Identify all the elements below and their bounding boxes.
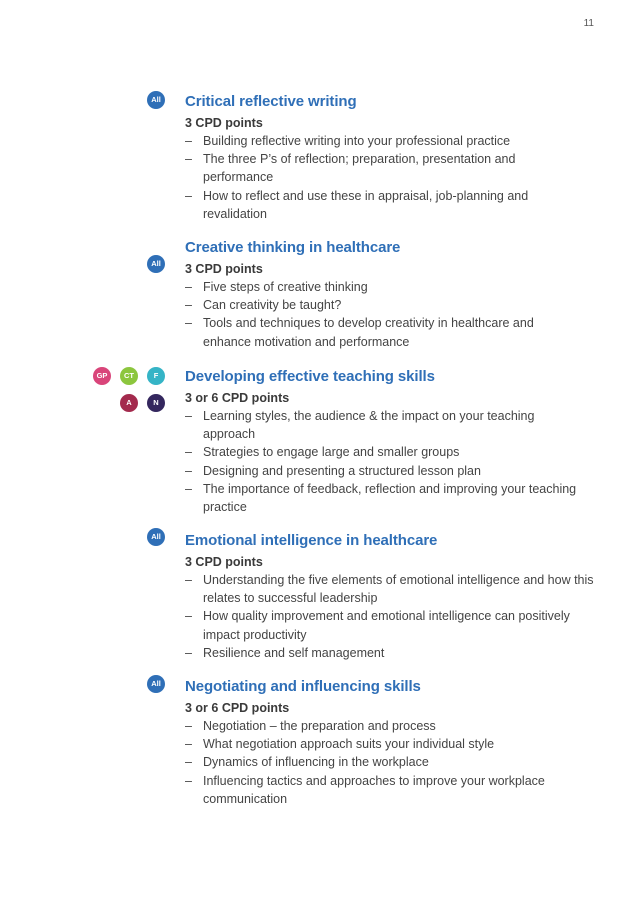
course-title: Critical reflective writing bbox=[185, 93, 357, 110]
topic-item: – Building reflective writing into your professional practice bbox=[185, 132, 605, 150]
course-emotional-intelligence bbox=[185, 531, 605, 662]
topic-item: – How to reflect and use these in appraisal, job-planning and revalidation bbox=[185, 187, 568, 223]
course-title: Emotional intelligence in healthcare bbox=[185, 532, 438, 549]
cpd-points: 3 or 6 CPD points bbox=[185, 391, 290, 405]
cpd-points: 3 CPD points bbox=[185, 262, 263, 276]
cpd-points: 3 CPD points bbox=[185, 555, 263, 569]
topic-item: – Designing and presenting a structured lesson plan bbox=[185, 462, 605, 480]
topic-item: – Tools and techniques to develop creativity in healthcare and enhance motivation and performance bbox=[185, 314, 578, 350]
topic-item: – Influencing tactics and approaches to improve your workplace communication bbox=[185, 772, 548, 808]
topic-item: – What negotiation approach suits your individual style bbox=[185, 735, 605, 753]
topic-item: – Five steps of creative thinking bbox=[185, 278, 605, 296]
topic-item: – How quality improvement and emotional intelligence can positively impact productivity bbox=[185, 607, 583, 643]
topic-item: – Can creativity be taught? bbox=[185, 296, 605, 314]
topic-item: – Resilience and self management bbox=[185, 644, 605, 662]
topic-item: – Learning styles, the audience & the impact on your teaching approach bbox=[185, 407, 548, 443]
audience-badge-all: All bbox=[147, 675, 165, 693]
audience-badge-f: F bbox=[147, 367, 165, 385]
course-negotiating-influencing bbox=[185, 677, 605, 808]
topic-list bbox=[185, 132, 605, 223]
topic-item: – Strategies to engage large and smaller groups bbox=[185, 443, 605, 461]
audience-badge-n: N bbox=[147, 394, 165, 412]
topic-item: – The three P’s of reflection; preparation, presentation and performance bbox=[185, 150, 553, 186]
audience-badge-ct: CT bbox=[120, 367, 138, 385]
course-title: Developing effective teaching skills bbox=[185, 368, 435, 385]
topic-list bbox=[185, 571, 605, 662]
course-title: Creative thinking in healthcare bbox=[185, 239, 401, 256]
audience-badge-a: A bbox=[120, 394, 138, 412]
topic-list bbox=[185, 278, 605, 351]
course-critical-reflective-writing bbox=[185, 92, 605, 223]
topic-item: – Negotiation – the preparation and process bbox=[185, 717, 605, 735]
course-developing-teaching-skills bbox=[185, 367, 605, 516]
cpd-points: 3 CPD points bbox=[185, 116, 263, 130]
topic-list bbox=[185, 407, 605, 516]
topic-item: – Dynamics of influencing in the workplace bbox=[185, 753, 605, 771]
course-creative-thinking bbox=[185, 238, 605, 351]
course-title: Negotiating and influencing skills bbox=[185, 678, 421, 695]
cpd-points: 3 or 6 CPD points bbox=[185, 701, 290, 715]
audience-badge-all: All bbox=[147, 255, 165, 273]
topic-item: – Understanding the five elements of emotional intelligence and how this relates to successful leadership bbox=[185, 571, 613, 607]
topic-list bbox=[185, 717, 605, 808]
topic-item: – The importance of feedback, reflection and improving your teaching practice bbox=[185, 480, 593, 516]
audience-badge-all: All bbox=[147, 91, 165, 109]
audience-badge-all: All bbox=[147, 528, 165, 546]
audience-badge-gp: GP bbox=[93, 367, 111, 385]
page-number: 11 bbox=[583, 18, 594, 29]
